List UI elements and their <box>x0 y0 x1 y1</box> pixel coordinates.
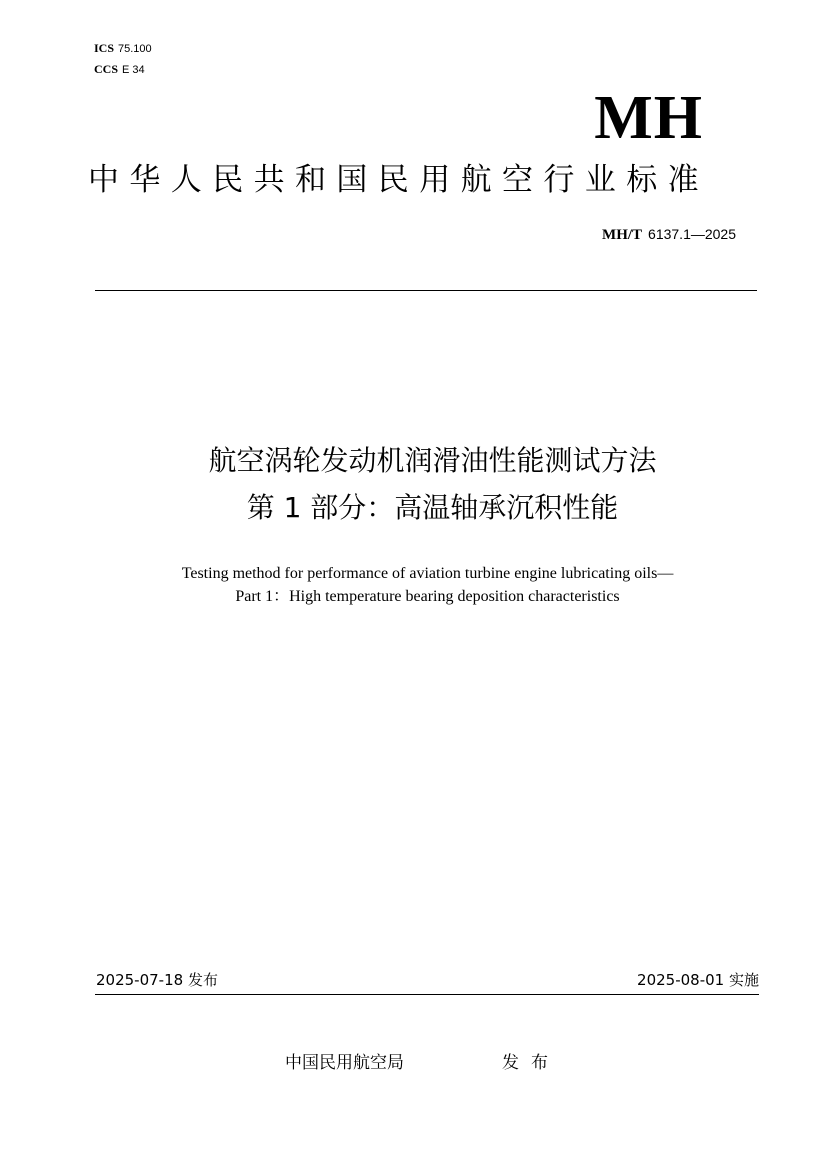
title-cn-line1: 航空涡轮发动机润滑油性能测试方法 <box>208 444 657 477</box>
standard-prefix: MH/T <box>602 227 643 243</box>
title-en-line2: Part 1：High temperature bearing deposition characteristics <box>235 588 620 605</box>
authority-title: 中华人民共和国民用航空行业标准 <box>88 162 709 198</box>
mh-logo: MH <box>594 84 703 152</box>
bottom-divider <box>95 994 759 995</box>
title-cn-line2: 第 1 部分：高温轴承沉积性能 <box>246 491 619 524</box>
issue-date: 2025-07-18 发布 <box>96 971 218 989</box>
ccs-code <box>94 59 152 80</box>
issuer-name: 中国民用航空局 <box>285 1053 404 1073</box>
ics-code <box>94 38 152 59</box>
top-divider <box>95 290 757 291</box>
classification-codes <box>94 38 152 80</box>
standard-number <box>602 224 736 245</box>
title-en-line1: Testing method for performance of aviation turbine engine lubricating oils— <box>181 565 674 582</box>
ccs-value: E 34 <box>122 64 145 76</box>
ics-value: 75.100 <box>118 43 152 55</box>
ics-label: ICS <box>94 41 115 55</box>
implementation-date: 2025-08-01 实施 <box>637 971 759 989</box>
ccs-label: CCS <box>94 62 119 76</box>
issued-label: 发布 <box>502 1053 560 1073</box>
standard-code: 6137.1—2025 <box>648 226 736 242</box>
